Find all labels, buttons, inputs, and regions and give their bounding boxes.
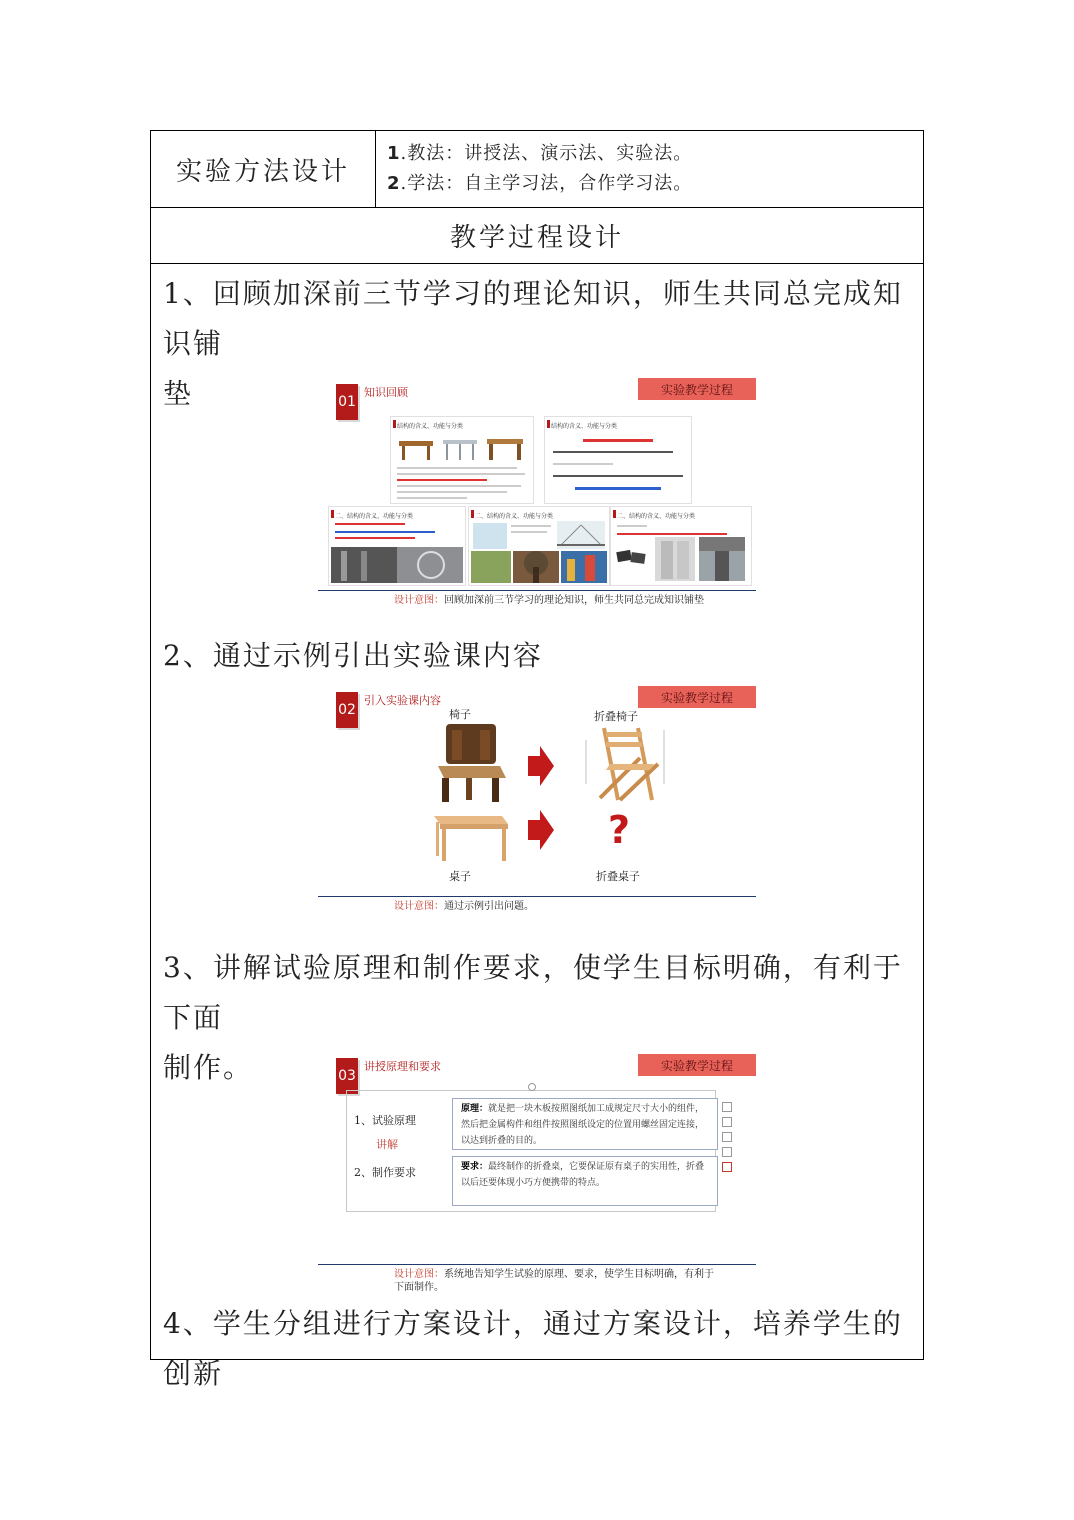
copy-icon[interactable] xyxy=(722,1102,732,1112)
table-image xyxy=(430,810,512,864)
slide-principle-requirements xyxy=(318,1048,756,1298)
question-mark: ? xyxy=(608,808,631,852)
design-intent: 设计意图：通过示例引出问题。 xyxy=(394,901,534,912)
fence-photo xyxy=(471,551,511,583)
step-1-text: 1、回顾加深前三节学习的理论知识，师生共同总完成知识铺 垫 xyxy=(163,277,903,410)
table-label: 桌子 xyxy=(449,870,471,883)
slide-title: 知识回顾 xyxy=(364,386,408,399)
step-2-text: 2、通过示例引出实验课内容 xyxy=(163,639,543,672)
tiles-photo xyxy=(615,543,651,573)
requirements-box: 要求：最终制作的折叠桌，它要保证原有桌子的实用性，折叠以后还要体现小巧方便携带的特点。 xyxy=(452,1156,718,1206)
column-photo xyxy=(655,537,695,581)
principle-box: 原理：就是把一块木板按照图纸加工成规定尺寸大小的组件，然后把金属构件和组件按照图纸设定的位置用螺丝固定连接，以达到折叠的目的。 xyxy=(452,1098,718,1150)
rotate-handle[interactable] xyxy=(528,1083,536,1091)
method-content xyxy=(387,139,692,199)
method-label: 实验方法设计 xyxy=(151,131,376,207)
slide-tag: 实验教学过程 xyxy=(638,1054,756,1076)
chair-image xyxy=(430,722,510,804)
item-principle: 1、试验原理 xyxy=(354,1114,416,1127)
slide-number: 01 xyxy=(336,384,358,420)
folding-chair-image xyxy=(580,724,672,804)
machinery-photo xyxy=(331,547,463,583)
method-line-2: 2.学法：自主学习法，合作学习法。 xyxy=(387,173,693,194)
wood-bench-photo xyxy=(485,435,525,461)
process-header: 教学过程设计 xyxy=(151,207,923,264)
pillar-photo xyxy=(699,537,745,581)
slide-title: 引入实验课内容 xyxy=(364,694,441,707)
tower-photo xyxy=(473,523,507,549)
item-principle-sub: 讲解 xyxy=(376,1138,398,1151)
arrow-icon xyxy=(528,810,554,850)
slide-title: 讲授原理和要求 xyxy=(364,1060,441,1073)
layout-icon[interactable] xyxy=(722,1117,732,1127)
method-row xyxy=(151,131,923,208)
item-requirements: 2、制作要求 xyxy=(354,1166,416,1179)
mini-slide: 结构的含义、功能与分类 xyxy=(544,416,692,504)
mini-slide: 结构的含义、功能与分类 xyxy=(390,416,534,504)
folding-table-label: 折叠桌子 xyxy=(596,870,640,883)
slide-number: 03 xyxy=(336,1058,358,1094)
slide-tag: 实验教学过程 xyxy=(638,378,756,400)
playground-photo xyxy=(561,551,607,583)
slide-intro-content xyxy=(318,684,756,930)
folding-chair-label: 折叠椅子 xyxy=(594,710,638,723)
mini-slide: 二、结构的含义、功能与分类 xyxy=(468,506,610,586)
design-intent: 设计意图：回顾加深前三节学习的理论知识，师生共同总完成知识铺垫 xyxy=(394,595,704,606)
mini-slide: 二、结构的含义、功能与分类 xyxy=(328,506,466,586)
delete-icon[interactable] xyxy=(722,1162,732,1172)
step-4-text: 4、学生分组进行方案设计，通过方案设计，培养学生的创新 xyxy=(163,1307,903,1390)
side-toolbar xyxy=(722,1102,734,1170)
step-3-text: 3、讲解试验原理和制作要求，使学生目标明确，有利于下面 制作。 xyxy=(163,951,903,1084)
chair-label: 椅子 xyxy=(449,708,471,721)
mini-slide: 二、结构的含义、功能与分类 xyxy=(610,506,752,586)
slide-tag: 实验教学过程 xyxy=(638,686,756,708)
bridge-photo xyxy=(557,521,605,549)
tree-photo xyxy=(513,551,559,583)
method-line-1: 1.教法：讲授法、演示法、实验法。 xyxy=(387,143,693,164)
arrow-icon xyxy=(528,746,554,786)
slide-number: 02 xyxy=(336,692,358,728)
wood-table-photo xyxy=(397,435,435,461)
metal-table-photo xyxy=(441,435,479,461)
lock-icon[interactable] xyxy=(722,1147,732,1157)
edit-icon[interactable] xyxy=(722,1132,732,1142)
design-intent: 设计意图：系统地告知学生试验的原理、要求，使学生目标明确，有利于下面制作。 xyxy=(394,1269,714,1293)
slide-knowledge-review xyxy=(318,372,756,620)
